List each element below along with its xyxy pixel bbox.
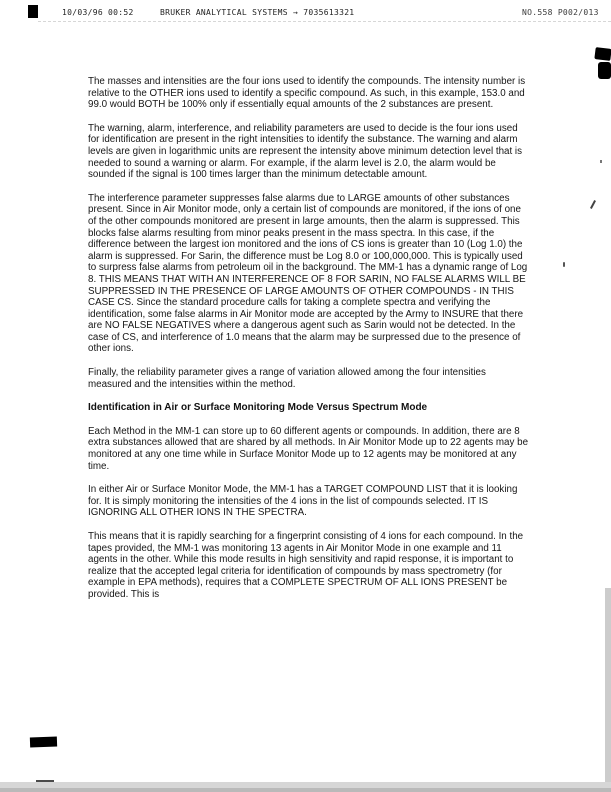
paragraph-masses-intensities: The masses and intensities are the four ions used to identify the compounds. The intensity number is relative to the OTHER ions used to identify a specific compound. As such, in this example, 153.0 and 99.0 would BOTH be 100% only if essentially equal amounts of the 2 substances are present. bbox=[88, 76, 526, 111]
paragraph-target-compound-list: In either Air or Surface Monitor Mode, the MM-1 has a TARGET COMPOUND LIST that it is looking for. It is simply monitoring the intensities of the 4 ions in the list of compounds selected. IT IS IGNORING ALL OTHER IONS IN THE SPECTRA. bbox=[88, 484, 518, 519]
fax-page-info: NO.558 P002/013 bbox=[522, 8, 599, 17]
paragraph-reliability: Finally, the reliability parameter gives a range of variation allowed among the four intensities measured and the intensities within the method. bbox=[88, 367, 486, 390]
scan-artifact-speck-2 bbox=[600, 160, 602, 163]
scan-artifact-speck-1 bbox=[563, 262, 565, 267]
scan-artifact-right-edge-1 bbox=[594, 47, 611, 61]
scan-edge-bottom-dark bbox=[0, 788, 611, 792]
paragraph-method-storage: Each Method in the MM-1 can store up to 60 different agents or compounds. In addition, there are 8 extra substances allowed that are shared by all methods. In Air Monitor Mode up to 22 agents may be monitored at any one time while in Surface Monitor Mode up to 12 agents may be monitored at any time. bbox=[88, 425, 529, 472]
fax-sender: BRUKER ANALYTICAL SYSTEMS → 7035613321 bbox=[160, 8, 355, 17]
scan-artifact-bottom-left bbox=[30, 737, 57, 748]
document-body bbox=[88, 76, 531, 613]
header-divider bbox=[38, 21, 611, 22]
paragraph-interference: The interference parameter suppresses false alarms due to LARGE amounts of other substances present. Since in Air Monitor mode, only a certain list of compounds are monitored, if the ions of one of the other compounds monitored are present in large amounts, then the alarm is suppressed. This blocks false alarms resulting from minor peaks present in the mass spectra. In this case, if the difference between the largest ion monitored and the ions of CS ions is greater than 10 (Log 1.0) the alarm is suppressed. For Sarin, the difference must be Log 8.0 or 100,000,000. This is typically used to surpress false alarms from petroleum oil in the background. The MM-1 has a dynamic range of Log 8. THIS MEANS THAT WITH AN INTERFERENCE OF 8 FOR SARIN, NO FALSE ALARMS WILL BE SUPPRESSED IN THE PRESENCE OF LARGE AMOUNTS OF OTHER COMPOUNDS - IN THIS CASE CS. Since the standard procedure calls for taking a complete spectra and verifying the identification, some false alarms in Air Monitor mode are accepted by the Army to INSURE that there are NO FALSE NEGATIVES where a dangerous agent such as Sarin would not be detected. In the case of CS, and interference of 1.0 means that the alarm may be surpressed due to the presence of other ions. bbox=[88, 192, 528, 355]
scan-artifact-right-edge-2 bbox=[598, 62, 611, 79]
fax-transmission-header bbox=[0, 6, 611, 20]
fax-datetime: 10/03/96 00:52 bbox=[62, 8, 134, 17]
scan-artifact-slash-mark bbox=[590, 200, 596, 209]
section-heading: Identification in Air or Surface Monitoring Mode Versus Spectrum Mode bbox=[88, 402, 428, 414]
scan-edge-right bbox=[605, 588, 611, 792]
paragraph-warning-alarm: The warning, alarm, interference, and reliability parameters are used to decide is the four ions used for identification are present in the right intensities to identify the substance. The warning and alarm levels are given in logarithmic units are represent the intensity above minimum detection level that is needed to sound a warning or alarm. For example, if the alarm level is 2.0, the alarm would be sounded if the signal is 100 times larger than the minimum detectable amount. bbox=[88, 122, 523, 181]
scan-artifact-top-left bbox=[28, 5, 38, 18]
paragraph-fingerprint-search: This means that it is rapidly searching for a fingerprint consisting of 4 ions for each compound. In the tapes provided, the MM-1 was monitoring 13 agents in Air Monitor Mode in one example and 11 agents in the other. While this mode results in high sensitivity and rapid response, it is important to realize that the accepted legal criteria for identification of compounds by mass spectrometry (for example in EPA methods), requires that a COMPLETE SPECTRUM OF ALL IONS PRESENT be provided. This is bbox=[88, 531, 524, 600]
